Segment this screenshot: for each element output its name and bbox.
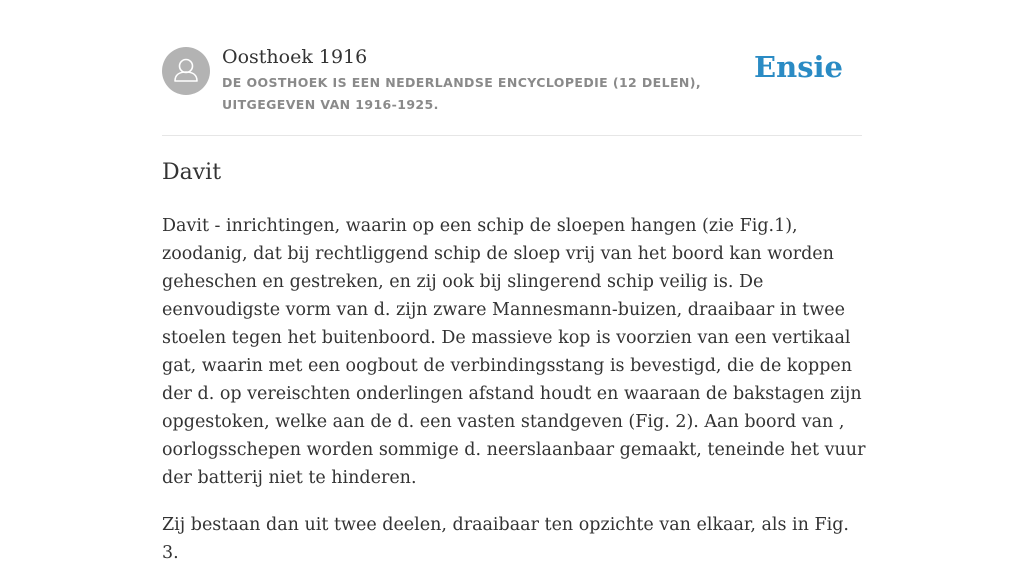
user-silhouette-icon (162, 47, 210, 95)
header-divider (162, 135, 862, 136)
entry-title: Davit (162, 160, 222, 185)
source-header (162, 45, 862, 135)
source-avatar[interactable] (162, 47, 210, 95)
brand-logo[interactable]: Ensie (754, 50, 843, 84)
entry-paragraph: Zij bestaan dan uit twee deelen, draaibaar ten opzichte van elkaar, als in Fig. 3. (162, 515, 849, 563)
entry-paragraph: Davit - inrichtingen, waarin op een schip de sloepen hangen (zie Fig.1), zoodanig, dat bij rechtliggend schip de sloep vrij van het boord kan worden geheschen en gestreken, en zij ook bij slingerend schip veilig is. De eenvoudigste vorm van d. zijn zware Mannesmann-buizen, draaibaar in twee stoelen tegen het buitenboord. De massieve kop is voorzien van een vertikaal gat, waarin met een oogbout de verbindingsstang is bevestigd, die de koppen der d. op vereischten onderlingen afstand houdt en waaraan de bakstagen zijn opgestoken, welke aan de d. een vasten standgeven (Fig. 2). Aan boord van , oorlogsschepen worden sommige d. neerslaanbaar gemaakt, teneinde het vuur der batterij niet te hinderen. (162, 216, 866, 488)
entry-body (162, 212, 867, 586)
source-title[interactable]: Oosthoek 1916 (222, 46, 368, 68)
source-description: DE OOSTHOEK IS EEN NEDERLANDSE ENCYCLOPEDIE (12 DELEN), UITGEGEVEN VAN 1916-1925. (222, 75, 702, 112)
